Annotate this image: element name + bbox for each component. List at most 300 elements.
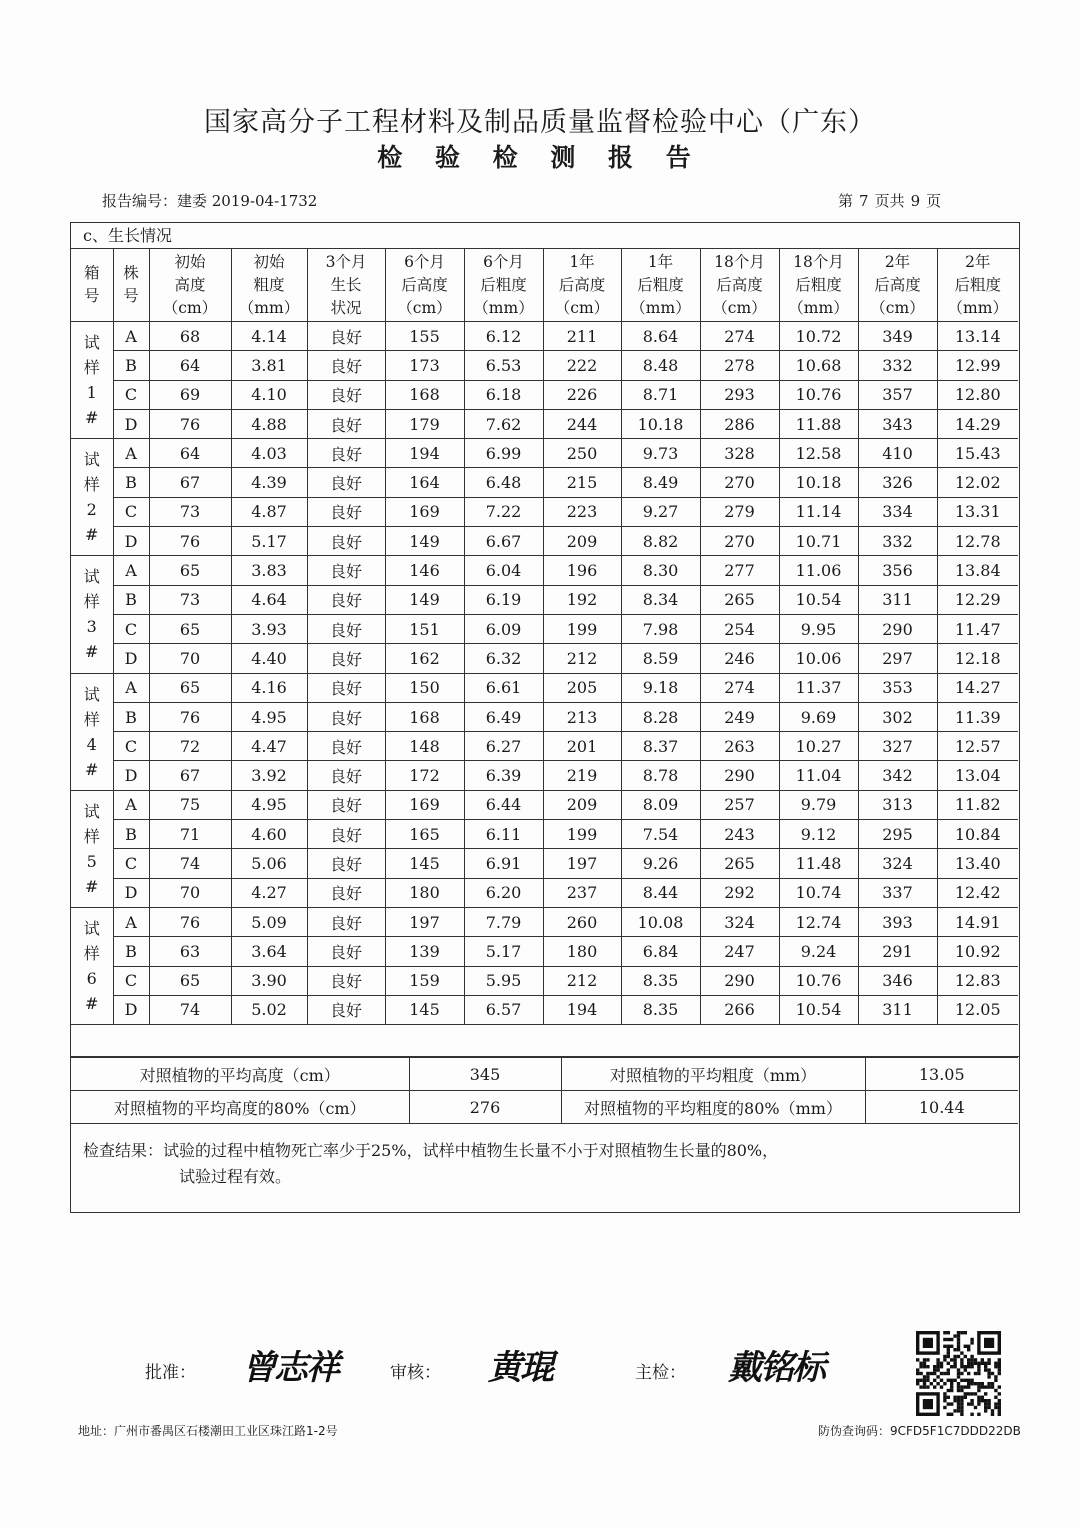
table-cell: 302 [858,702,937,731]
table-cell: 279 [700,497,779,526]
column-header-line: 初始 [174,252,206,271]
qr-module [953,1409,956,1412]
table-cell: 260 [543,907,621,936]
qr-module [981,1385,984,1388]
qr-module [950,1379,953,1382]
column-header-line: 后高度 [716,275,763,294]
table-cell: 10.76 [779,966,858,995]
qr-module [919,1362,922,1365]
table-cell: 334 [858,497,937,526]
qr-module [964,1355,967,1358]
table-cell: 226 [543,380,621,409]
table-cell: 145 [385,849,464,878]
table-cell: 6.91 [464,849,543,878]
qr-module [923,1338,933,1348]
table-cell: 良好 [307,995,385,1024]
qr-module [998,1358,1001,1361]
table-cell: 324 [858,849,937,878]
table-cell: 10.54 [779,995,858,1024]
sample-label-char: 3 [86,617,97,637]
table-cell: 良好 [307,556,385,585]
table-cell: 9.69 [779,702,858,731]
table-cell: 8.44 [621,878,700,907]
page-mid: 页共 [874,192,905,210]
plant-id-cell: D [113,995,149,1024]
sample-label-char: 试 [83,801,100,821]
table-cell: 343 [858,409,937,438]
qr-module [943,1392,946,1395]
table-cell: 6.12 [464,322,543,351]
report-number: 报告编号：建委 2019-04-1732 [102,192,318,210]
column-header-line: （cm） [712,298,767,317]
sample-label-char: # [85,759,99,779]
qr-module [984,1362,987,1365]
table-cell: 410 [858,439,937,468]
qr-module [967,1372,970,1375]
qr-module [998,1362,1001,1365]
plant-id-cell: B [113,937,149,966]
qr-module [984,1368,987,1371]
qr-module [943,1382,946,1385]
column-header-line: （cm） [554,298,610,317]
table-cell: 4.47 [231,732,307,761]
sample-label-char: 样 [83,358,100,378]
qr-module [977,1368,980,1371]
qr-module [967,1345,970,1348]
table-cell: 247 [700,937,779,966]
qr-module [947,1355,950,1358]
qr-module [984,1365,987,1368]
table-cell: 149 [385,585,464,614]
qr-module [964,1396,967,1399]
qr-module [974,1382,977,1385]
table-cell: 290 [700,966,779,995]
sample-label [71,790,113,907]
qr-module [947,1351,950,1354]
table-cell: 219 [543,761,621,790]
qr-module [960,1399,963,1402]
qr-module [987,1382,990,1385]
table-cell: 15.43 [937,439,1018,468]
column-header-line: 号 [123,287,139,305]
table-cell: 8.49 [621,468,700,497]
table-cell: 11.04 [779,761,858,790]
qr-module [953,1355,956,1358]
table-cell: 70 [149,878,231,907]
table-cell: 12.83 [937,966,1018,995]
table-cell: 4.87 [231,497,307,526]
qr-module [987,1399,990,1402]
table-cell: 良好 [307,468,385,497]
sample-label-char: 试 [83,450,100,470]
column-header-line: 后粗度 [480,275,527,294]
table-cell: 14.27 [937,673,1018,702]
sample-label-char: # [85,994,99,1014]
table-row [71,585,1018,614]
qr-module [933,1372,936,1375]
table-cell: 11.82 [937,790,1018,819]
qr-module [957,1338,960,1341]
table-row [71,966,1018,995]
qr-module [991,1385,994,1388]
qr-module [950,1413,953,1416]
table-cell: 9.26 [621,849,700,878]
qr-module [957,1396,960,1399]
qr-module [970,1402,973,1405]
table-cell: 71 [149,820,231,849]
table-cell: 327 [858,732,937,761]
qr-module [977,1372,980,1375]
table-cell: 337 [858,878,937,907]
plant-id-cell: D [113,527,149,556]
qr-module [957,1389,960,1392]
table-cell: 278 [700,351,779,380]
table-cell: 328 [700,439,779,468]
qr-module [960,1385,963,1388]
table-cell: 75 [149,790,231,819]
table-cell: 213 [543,702,621,731]
qr-module [984,1338,994,1348]
table-cell: 6.04 [464,556,543,585]
table-row [71,761,1018,790]
table-cell: 192 [543,585,621,614]
qr-module [923,1358,926,1361]
table-cell: 150 [385,673,464,702]
column-header [937,249,1018,322]
table-cell: 149 [385,527,464,556]
qr-module [923,1375,926,1378]
qr-module [960,1351,963,1354]
table-cell: 8.35 [621,966,700,995]
qr-module [974,1362,977,1365]
sample-label-char: 试 [83,333,100,353]
qr-module [998,1385,1001,1388]
table-cell: 212 [543,644,621,673]
table-cell: 12.02 [937,468,1018,497]
table-cell: 良好 [307,322,385,351]
table-cell: 12.05 [937,995,1018,1024]
table-cell: 12.78 [937,527,1018,556]
table-cell: 65 [149,673,231,702]
qr-module [957,1409,960,1412]
page-suffix: 页 [926,192,942,210]
qr-module [936,1362,939,1365]
plant-id-cell: C [113,732,149,761]
table-cell: 12.58 [779,439,858,468]
plant-id-cell: A [113,322,149,351]
sample-label-char: 试 [83,567,100,587]
qr-module [984,1399,987,1402]
table-cell: 6.49 [464,702,543,731]
qr-module [950,1389,953,1392]
table-cell: 356 [858,556,937,585]
plant-id-cell: A [113,907,149,936]
qr-module [916,1372,919,1375]
table-row [71,878,1018,907]
qr-module [940,1365,943,1368]
qr-module [967,1385,970,1388]
table-cell: 8.71 [621,380,700,409]
table-cell: 7.98 [621,614,700,643]
qr-module [964,1365,967,1368]
table-cell: 293 [700,380,779,409]
qr-module [936,1358,939,1361]
qr-module [998,1392,1001,1395]
sample-label-char: # [85,876,99,896]
plant-id-cell: B [113,820,149,849]
column-header-line: 后粗度 [637,275,684,294]
table-cell: 151 [385,614,464,643]
qr-module [970,1392,973,1395]
qr-module [967,1348,970,1351]
sample-label [71,907,113,1024]
qr-module [919,1379,922,1382]
table-cell: 8.30 [621,556,700,585]
column-header-line: 粗度 [253,275,285,294]
qr-module [970,1413,973,1416]
qr-module [923,1379,926,1382]
table-cell: 10.27 [779,732,858,761]
qr-module [936,1375,939,1378]
table-cell: 12.42 [937,878,1018,907]
table-cell: 173 [385,351,464,380]
sample-label-char: 试 [83,684,100,704]
qr-module [926,1365,929,1368]
qr-module [936,1365,939,1368]
qr-module [933,1379,936,1382]
table-cell: 76 [149,527,231,556]
qr-module [957,1402,960,1405]
table-cell: 6.48 [464,468,543,497]
table-cell: 199 [543,820,621,849]
qr-module [943,1358,946,1361]
table-cell: 良好 [307,409,385,438]
sample-label-char: 样 [83,826,100,846]
table-cell: 5.06 [231,849,307,878]
table-cell: 270 [700,527,779,556]
qr-module [926,1375,929,1378]
table-cell: 199 [543,614,621,643]
column-header-line: 生长 [330,275,362,294]
column-header-line: 18个月 [793,252,844,271]
column-header-line: 6个月 [483,252,524,271]
table-cell: 326 [858,468,937,497]
table-cell: 6.18 [464,380,543,409]
table-row [71,322,1018,351]
qr-module [933,1368,936,1371]
table-cell: 164 [385,468,464,497]
qr-module [994,1362,997,1365]
table-cell: 332 [858,527,937,556]
column-header-line: 号 [83,287,100,305]
column-header-line: （mm） [473,298,534,317]
table-row [71,820,1018,849]
column-header-line: 初始 [253,252,285,271]
table-cell: 277 [700,556,779,585]
growth-table [71,249,1018,1025]
qr-module [957,1406,960,1409]
sample-label-char: 样 [83,709,100,729]
qr-module [943,1372,946,1375]
table-cell: 9.12 [779,820,858,849]
column-header-line: 18个月 [714,252,765,271]
table-cell: 180 [385,878,464,907]
sample-label-char: 样 [83,475,100,495]
table-cell: 4.40 [231,644,307,673]
table-cell: 良好 [307,497,385,526]
plant-id-cell: C [113,614,149,643]
column-header-line: 2年 [965,252,991,271]
table-cell: 11.14 [779,497,858,526]
table-cell: 357 [858,380,937,409]
qr-module [974,1406,977,1409]
qr-module [926,1372,929,1375]
qr-module [987,1406,990,1409]
page-prefix: 第 [838,192,854,210]
qr-module [994,1379,997,1382]
table-cell: 223 [543,497,621,526]
column-header-line: 后高度 [874,275,921,294]
qr-module [947,1362,950,1365]
qr-module [950,1358,953,1361]
approve-label: 批准： [145,1363,196,1383]
sample-label-char: 试 [83,919,100,939]
table-cell: 6.09 [464,614,543,643]
table-cell: 14.91 [937,907,1018,936]
table-cell: 6.67 [464,527,543,556]
column-header-line: 1年 [647,252,674,271]
sample-label [71,673,113,790]
table-cell: 266 [700,995,779,1024]
table-cell: 8.48 [621,351,700,380]
table-cell: 13.40 [937,849,1018,878]
qr-module [974,1372,977,1375]
qr-module [987,1372,990,1375]
column-header [700,249,779,322]
sample-label-char: 样 [83,592,100,612]
qr-module [957,1375,960,1378]
table-cell: 良好 [307,644,385,673]
sample-label-char: 5 [86,851,97,871]
table-cell: 139 [385,937,464,966]
table-cell: 70 [149,644,231,673]
table-cell: 13.04 [937,761,1018,790]
qr-module [953,1399,956,1402]
qr-module [947,1389,950,1392]
qr-module [960,1396,963,1399]
qr-module [957,1368,960,1371]
table-body [71,322,1018,1025]
table-cell: 6.27 [464,732,543,761]
table-cell: 4.60 [231,820,307,849]
qr-module [936,1368,939,1371]
qr-module [970,1379,973,1382]
qr-module [987,1358,990,1361]
table-cell: 良好 [307,614,385,643]
avg-thickness-value: 13.05 [865,1058,1018,1091]
column-header-line: 后高度 [401,275,448,294]
column-header [543,249,621,322]
qr-module [933,1385,936,1388]
table-cell: 7.79 [464,907,543,936]
table-cell: 290 [858,614,937,643]
table-cell: 良好 [307,439,385,468]
table-cell: 13.31 [937,497,1018,526]
table-cell: 74 [149,995,231,1024]
table-row [71,439,1018,468]
qr-module [987,1368,990,1371]
footer-address: 地址：广州市番禺区石楼潮田工业区珠江路1-2号 [78,1424,338,1438]
qr-module [964,1331,967,1334]
table-cell: 10.18 [779,468,858,497]
qr-module [998,1365,1001,1368]
table-cell: 274 [700,673,779,702]
qr-module [943,1355,946,1358]
table-cell: 212 [543,966,621,995]
table-cell: 274 [700,322,779,351]
table-cell: 11.47 [937,614,1018,643]
table-cell: 10.92 [937,937,1018,966]
qr-module [957,1355,960,1358]
table-row [71,995,1018,1024]
qr-module [947,1345,950,1348]
column-header-line: （cm） [397,298,452,317]
column-header-line: （mm） [630,298,691,317]
qr-module [950,1365,953,1368]
qr-module [998,1409,1001,1412]
column-header-line: 高度 [174,275,206,294]
table-cell: 8.09 [621,790,700,819]
table-cell: 197 [543,849,621,878]
qr-module [953,1358,956,1361]
table-cell: 246 [700,644,779,673]
table-cell: 237 [543,878,621,907]
table-cell: 良好 [307,732,385,761]
qr-module [960,1362,963,1365]
table-cell: 291 [858,937,937,966]
qr-module [984,1385,987,1388]
qr-module [947,1331,950,1334]
sample-label-char: 样 [83,944,100,964]
table-row [71,732,1018,761]
plant-id-cell: B [113,351,149,380]
sample-label-char: # [85,408,99,428]
qr-module [960,1409,963,1412]
column-header-line: 后高度 [558,275,606,294]
qr-module [970,1358,973,1361]
page-total: 9 [910,192,921,210]
table-cell: 324 [700,907,779,936]
table-cell: 良好 [307,761,385,790]
sample-label [71,556,113,673]
plant-id-cell: A [113,556,149,585]
table-cell: 162 [385,644,464,673]
qr-module [981,1362,984,1365]
table-row [71,673,1018,702]
table-cell: 197 [385,907,464,936]
table-cell: 7.22 [464,497,543,526]
qr-module [984,1406,987,1409]
conclusion-line-2: 试验过程有效。 [179,1167,292,1187]
table-cell: 良好 [307,937,385,966]
table-cell: 4.16 [231,673,307,702]
column-header-line: （cm） [162,298,218,317]
table-cell: 393 [858,907,937,936]
qr-module [981,1382,984,1385]
table-cell: 146 [385,556,464,585]
qr-module [960,1331,963,1334]
qr-module [919,1365,922,1368]
